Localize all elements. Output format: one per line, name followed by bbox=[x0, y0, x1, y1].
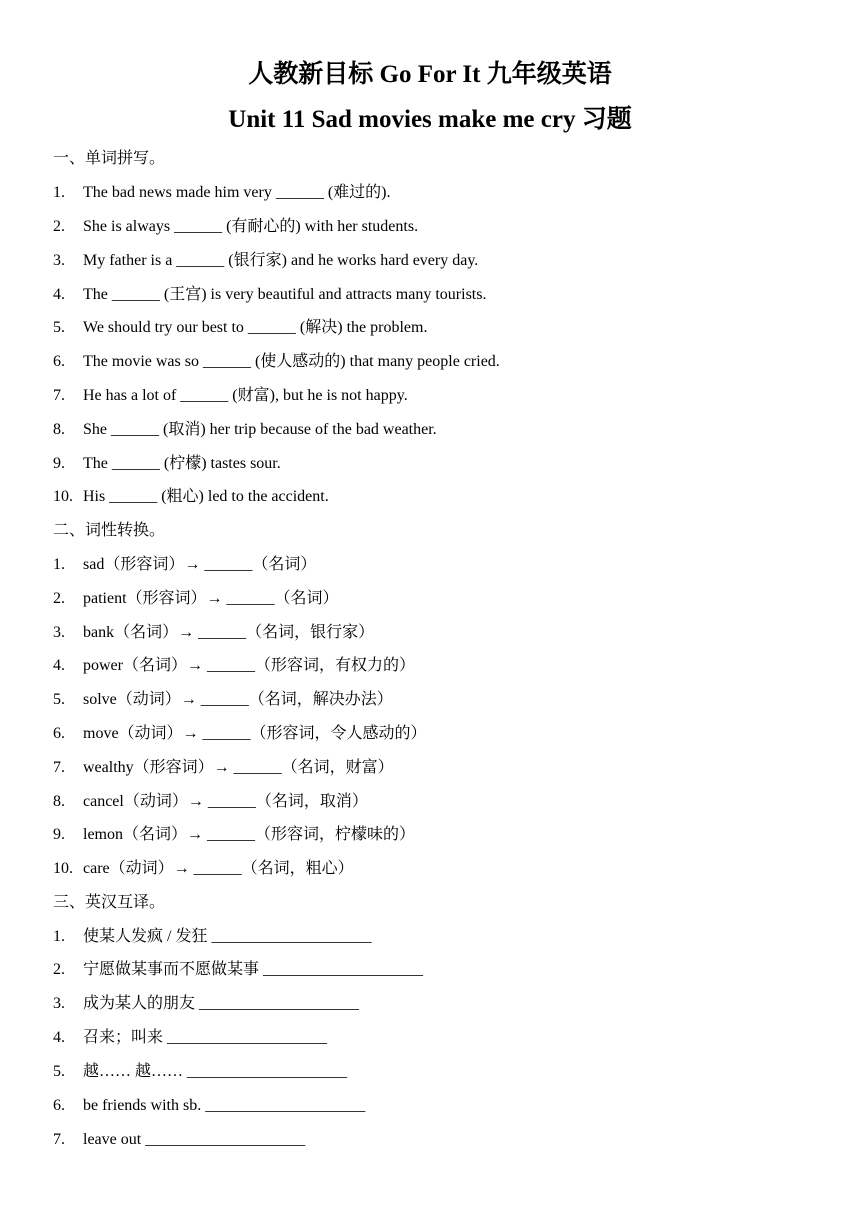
question-text: be friends with sb. ____________________ bbox=[83, 1097, 366, 1114]
question-number: 3. bbox=[53, 252, 65, 269]
section-heading-translation: 三、英汉互译。 bbox=[53, 894, 166, 911]
question-item bbox=[53, 1096, 365, 1116]
question-text: bank（名词）→ ______（名词，银行家） bbox=[83, 624, 375, 641]
question-item bbox=[53, 724, 427, 744]
question-number: 5. bbox=[53, 1063, 65, 1080]
question-number: 6. bbox=[53, 725, 65, 742]
question-item bbox=[53, 758, 394, 778]
question-number: 7. bbox=[53, 1131, 65, 1148]
question-number: 3. bbox=[53, 624, 65, 641]
question-number: 2. bbox=[53, 218, 65, 235]
question-text: solve（动词）→ ______（名词，解决办法） bbox=[83, 691, 393, 708]
question-number: 8. bbox=[53, 793, 65, 810]
question-number: 6. bbox=[53, 353, 65, 370]
question-item bbox=[53, 1062, 347, 1082]
question-text: 使某人发疯 / 发狂 ____________________ bbox=[83, 928, 372, 945]
question-item bbox=[53, 927, 371, 947]
question-text: The ______ (柠檬) tastes sour. bbox=[83, 455, 281, 472]
question-text: The bad news made him very ______ (难过的). bbox=[83, 184, 391, 201]
question-item bbox=[53, 285, 486, 305]
question-number: 4. bbox=[53, 1029, 65, 1046]
question-text: The movie was so ______ (使人感动的) that many people cried. bbox=[83, 353, 500, 370]
question-text: She ______ (取消) her trip because of the bad weather. bbox=[83, 421, 437, 438]
question-item bbox=[53, 183, 391, 203]
question-item bbox=[53, 555, 316, 575]
question-number: 2. bbox=[53, 590, 65, 607]
question-text: He has a lot of ______ (财富), but he is not happy. bbox=[83, 387, 408, 404]
question-item bbox=[53, 623, 374, 643]
question-item bbox=[53, 656, 415, 676]
question-item bbox=[53, 1028, 327, 1048]
question-number: 2. bbox=[53, 961, 65, 978]
question-text: 宁愿做某事而不愿做某事 ____________________ bbox=[83, 961, 424, 978]
question-item bbox=[53, 859, 354, 879]
question-number: 1. bbox=[53, 556, 65, 573]
question-item bbox=[53, 318, 427, 338]
question-text: cancel（动词）→ ______（名词，取消） bbox=[83, 793, 368, 810]
question-item bbox=[53, 217, 418, 237]
question-item bbox=[53, 420, 437, 440]
question-number: 10. bbox=[53, 860, 73, 877]
question-number: 8. bbox=[53, 421, 65, 438]
question-text: 召来；叫来 ____________________ bbox=[83, 1029, 328, 1046]
question-text: move（动词）→ ______（形容词，令人感动的） bbox=[83, 725, 427, 742]
section-heading-word-forms: 二、词性转换。 bbox=[53, 522, 166, 539]
question-item bbox=[53, 825, 415, 845]
question-number: 6. bbox=[53, 1097, 65, 1114]
question-text: My father is a ______ (银行家) and he works hard every day. bbox=[83, 252, 479, 269]
question-text: lemon（名词）→ ______（形容词，柠檬味的） bbox=[83, 826, 415, 843]
question-text: The ______ (王宫) is very beautiful and attracts many tourists. bbox=[83, 286, 487, 303]
question-number: 5. bbox=[53, 319, 65, 336]
question-number: 4. bbox=[53, 286, 65, 303]
question-number: 5. bbox=[53, 691, 65, 708]
question-number: 1. bbox=[53, 184, 65, 201]
question-number: 1. bbox=[53, 928, 65, 945]
question-number: 3. bbox=[53, 995, 65, 1012]
question-text: wealthy（形容词）→ ______（名词，财富） bbox=[83, 759, 394, 776]
question-number: 7. bbox=[53, 387, 65, 404]
question-item bbox=[53, 960, 423, 980]
question-text: leave out ____________________ bbox=[83, 1131, 306, 1148]
question-text: We should try our best to ______ (解决) the problem. bbox=[83, 319, 428, 336]
question-number: 4. bbox=[53, 657, 65, 674]
question-text: His ______ (粗心) led to the accident. bbox=[83, 488, 329, 505]
question-item bbox=[53, 352, 500, 372]
question-item bbox=[53, 454, 281, 474]
question-text: She is always ______ (有耐心的) with her students. bbox=[83, 218, 419, 235]
question-item bbox=[53, 386, 408, 406]
question-item bbox=[53, 589, 339, 609]
question-item bbox=[53, 792, 368, 812]
question-number: 10. bbox=[53, 488, 73, 505]
question-text: care（动词）→ ______（名词，粗心） bbox=[83, 860, 354, 877]
question-text: power（名词）→ ______（形容词，有权力的） bbox=[83, 657, 415, 674]
question-item bbox=[53, 1130, 305, 1150]
question-text: patient（形容词）→ ______（名词） bbox=[83, 590, 339, 607]
question-number: 9. bbox=[53, 455, 65, 472]
section-heading-spelling: 一、单词拼写。 bbox=[53, 150, 166, 167]
unit-title: Unit 11 Sad movies make me cry 习题 bbox=[228, 106, 632, 133]
question-item bbox=[53, 251, 478, 271]
question-item bbox=[53, 690, 393, 710]
question-text: 成为某人的朋友 ____________________ bbox=[83, 995, 360, 1012]
question-item bbox=[53, 487, 329, 507]
question-item bbox=[53, 994, 359, 1014]
question-number: 9. bbox=[53, 826, 65, 843]
question-number: 7. bbox=[53, 759, 65, 776]
question-text: sad（形容词）→ ______（名词） bbox=[83, 556, 317, 573]
question-text: 越…… 越…… ____________________ bbox=[83, 1063, 348, 1080]
document-title: 人教新目标 Go For It 九年级英语 bbox=[248, 61, 612, 88]
